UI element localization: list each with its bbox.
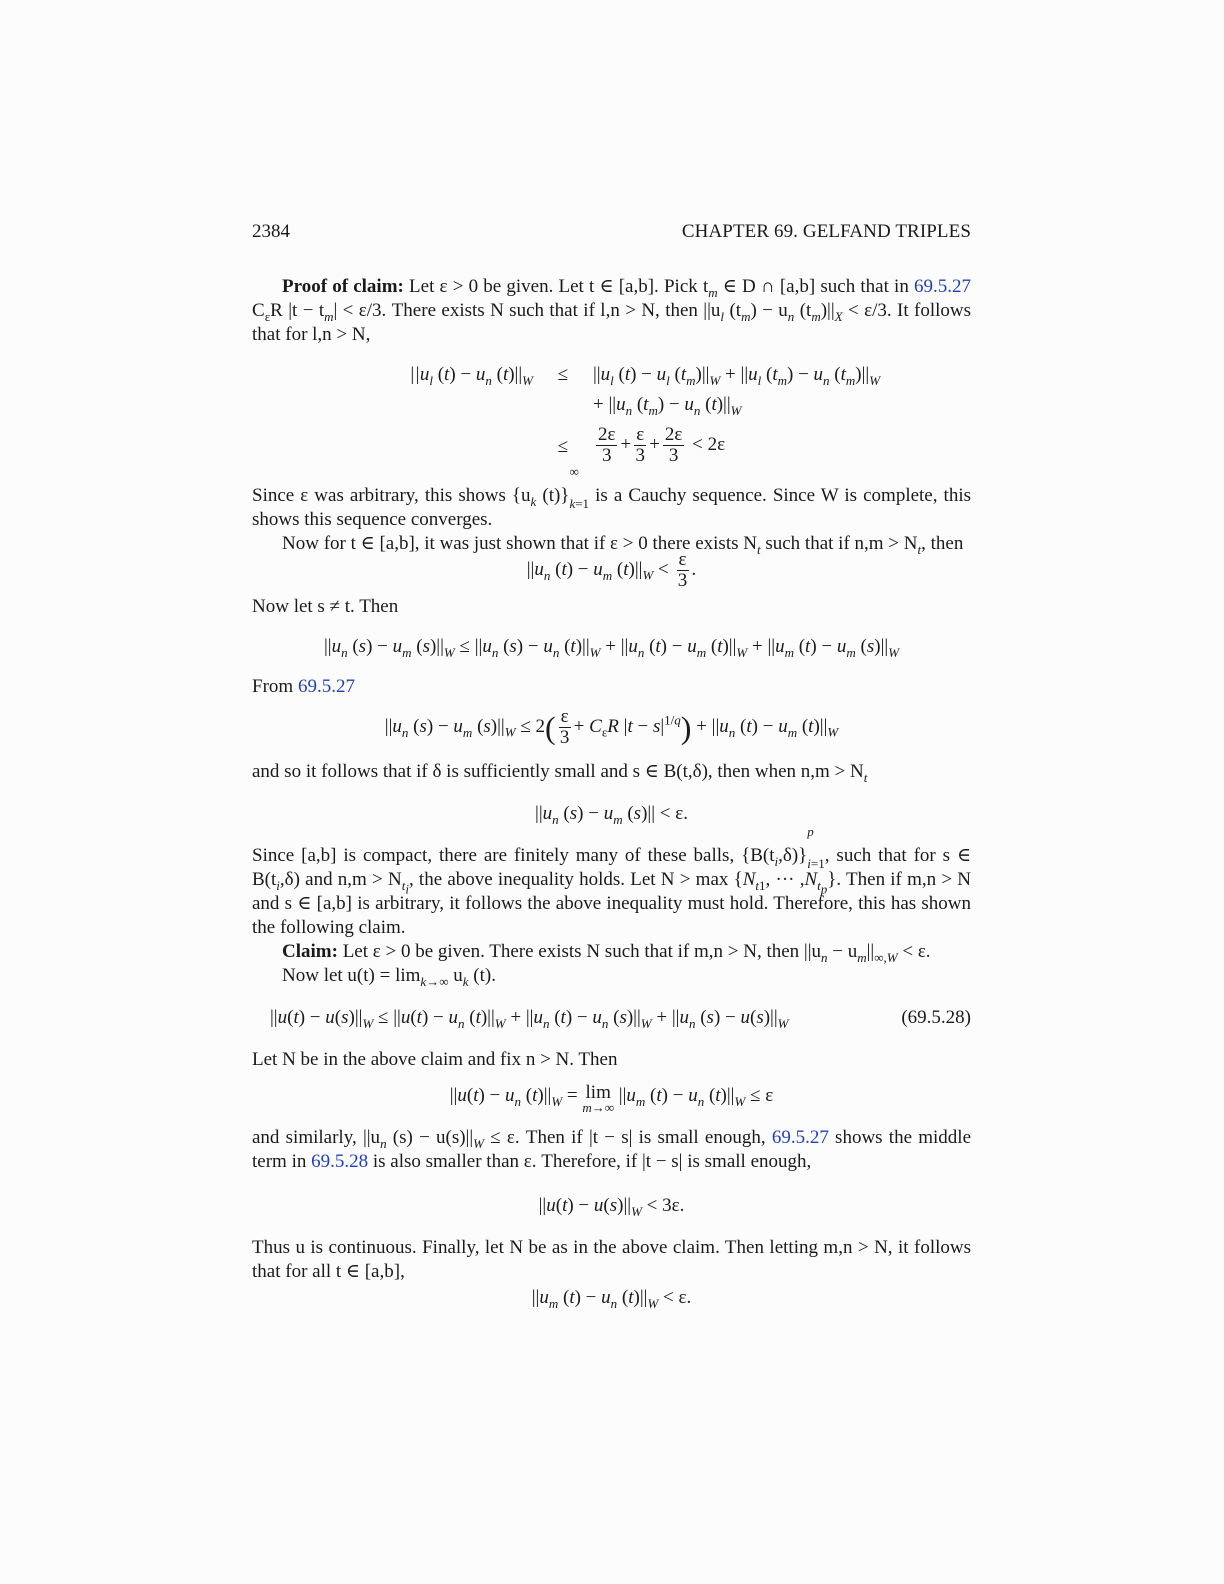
paragraph-continuous: Thus u is continuous. Finally, let N be as in the above claim. Then letting m,n > N, it follows that for all t ∈ [a,b], bbox=[252, 1237, 971, 1282]
aligned-inequality: $||u_l$ $(t) - u_n$ $(t)||_W$ ≤ $||u_l$ $(t) - u_l$ $(t_m)||_W + ||u_l$ $(t_m) - u_n$ $(t_m)||_W$ + $||u_n$ $(t_m) - u_n$ $(t)||_W$ ≤ $\frac{2\varepsilon}{3}$ + $\frac{\varepsilon}{3}$ + $\frac{2\varepsilon}{3}$ < 2ε bbox=[409, 364, 881, 466]
paragraph-from: From 69.5.27 bbox=[252, 676, 355, 697]
chapter-title: CHAPTER 69. GELFAND TRIPLES bbox=[681, 221, 971, 242]
equation-bound: $||u_n$ $(s) - u_m$ $(s)||_W \le 2$( $\frac{\varepsilon}{3}$ + $C_\varepsilon R$ $|t - s|^{1/q}) + ||u_n$ $(t) - u_m$ $(t)||_W$ bbox=[384, 706, 839, 748]
equation-lt-eps: $||u_n$ $(s) - u_m$ (s)|| < ε. bbox=[535, 803, 688, 827]
equation-number: (69.5.28) bbox=[901, 1007, 971, 1028]
running-header bbox=[252, 220, 971, 246]
claim-label: Claim: bbox=[282, 941, 338, 962]
equation-link[interactable]: 69.5.27 bbox=[297, 676, 355, 697]
paragraph-proof-intro: Proof of claim: Let ε > 0 be given. Let t ∈ [a,b]. Pick $t_m$ ∈ D ∩ [a,b] such that in 69.5.27 $C_\varepsilon R$ $|t - t_m| < \varepsilon/3$. There exists N such that if l,n > N, then $||u_l$ $(t_m) - u_n$ $(t_m)||_X < \varepsilon/3$. It follows that for l,n > N, bbox=[252, 276, 972, 345]
paragraph-s-ne-t: Now let s ≠ t. Then bbox=[252, 596, 399, 617]
paragraph-compact: Since [a,b] is compact, there are finitely many of these balls, $\{B(t_i,\delta)\}$ $^{p i=1}$, such that for s ∈ $B(t_i,\delta)$ and $n,m > N_{t_i}$, the above inequality holds. Let $N > \max \{N_{t1}$, ··· $,N_{t_p}$}. Then if m,n > N and s ∈ [a,b] is arbitrary, it follows the above inequality must hold. Therefore, this has shown the following claim. bbox=[252, 823, 972, 938]
equation-eps-third: $||u_n$ $(t) - u_m$ $(t)||_W$ < $\frac{\varepsilon}{3}$ . bbox=[526, 549, 697, 591]
page-number: 2384 bbox=[252, 221, 290, 242]
equation-triangle: $||u_n$ $(s) - u_m$ $(s)||_W \le ||u_n$ $(s) - u_n$ $(t)||_W + ||u_n$ $(t) - u_m$ $(t)||_W + ||u_m$ $(t) - u_m$ $(s)||_W$ bbox=[323, 636, 900, 660]
paragraph-similarly: and similarly, $||u_n$ $(s) - u(s)||_W \le \varepsilon$. Then if |t − s| is small enough, 69.5.27 shows the middle term in 69.5.28 is also smaller than ε. Therefore, if |t − s| is small enough, bbox=[252, 1127, 971, 1172]
equation-link[interactable]: 69.5.27 bbox=[771, 1127, 829, 1148]
equation-link[interactable]: 69.5.28 bbox=[311, 1151, 369, 1172]
equation-link[interactable]: 69.5.27 bbox=[914, 276, 971, 297]
paragraph-define-u: Now let $u(t) = \lim_{k\to\infty} u_k$ (t). bbox=[282, 965, 496, 989]
paragraph-cauchy: Since ε was arbitrary, this shows {$u_k$ (t)} $^{\infty k=1}$ is a Cauchy sequence. Since W is complete, this shows this sequence converges. bbox=[252, 463, 971, 530]
equation-final: $||u_m$ $(t) - u_n$ $(t)||_W < \varepsilon$. bbox=[531, 1287, 692, 1311]
equation-3eps: $||u(t) - u(s)||_W < 3\varepsilon$. bbox=[538, 1195, 685, 1219]
equation-limit: $||u(t) - u_n$ $(t)||_W = \lim$ m→∞ $||u_m$ $(t) - u_n$ $(t)||_W \le \varepsilon$ bbox=[449, 1082, 774, 1115]
paragraph-claim: Claim: Let ε > 0 be given. There exists N such that if m,n > N, then $||u_n - u_m||_{\infty,W} < \varepsilon$. bbox=[282, 941, 931, 965]
page bbox=[252, 0, 971, 1584]
equation-69-5-28: $||u(t) - u(s)||_W \le ||u(t) - u_n$ $(t)||_W + ||u_n$ $(t) - u_n$ $(s)||_W + ||u_n$ $(s) - u(s)||_W$ (69.5.28) bbox=[270, 1007, 971, 1031]
proof-label: Proof of claim: bbox=[282, 276, 404, 297]
page-body bbox=[252, 275, 971, 1310]
paragraph-delta-small: and so it follows that if δ is sufficiently small and s ∈ B(t,δ), then when $n,m > N_t$ bbox=[252, 761, 868, 785]
paragraph-fix-n: Let N be in the above claim and fix n > N. Then bbox=[252, 1049, 618, 1070]
paragraph-now-for-t: Now for t ∈ [a,b], it was just shown that if ε > 0 there exists $N_t$ such that if $n,m > N_t$, then bbox=[282, 533, 964, 557]
